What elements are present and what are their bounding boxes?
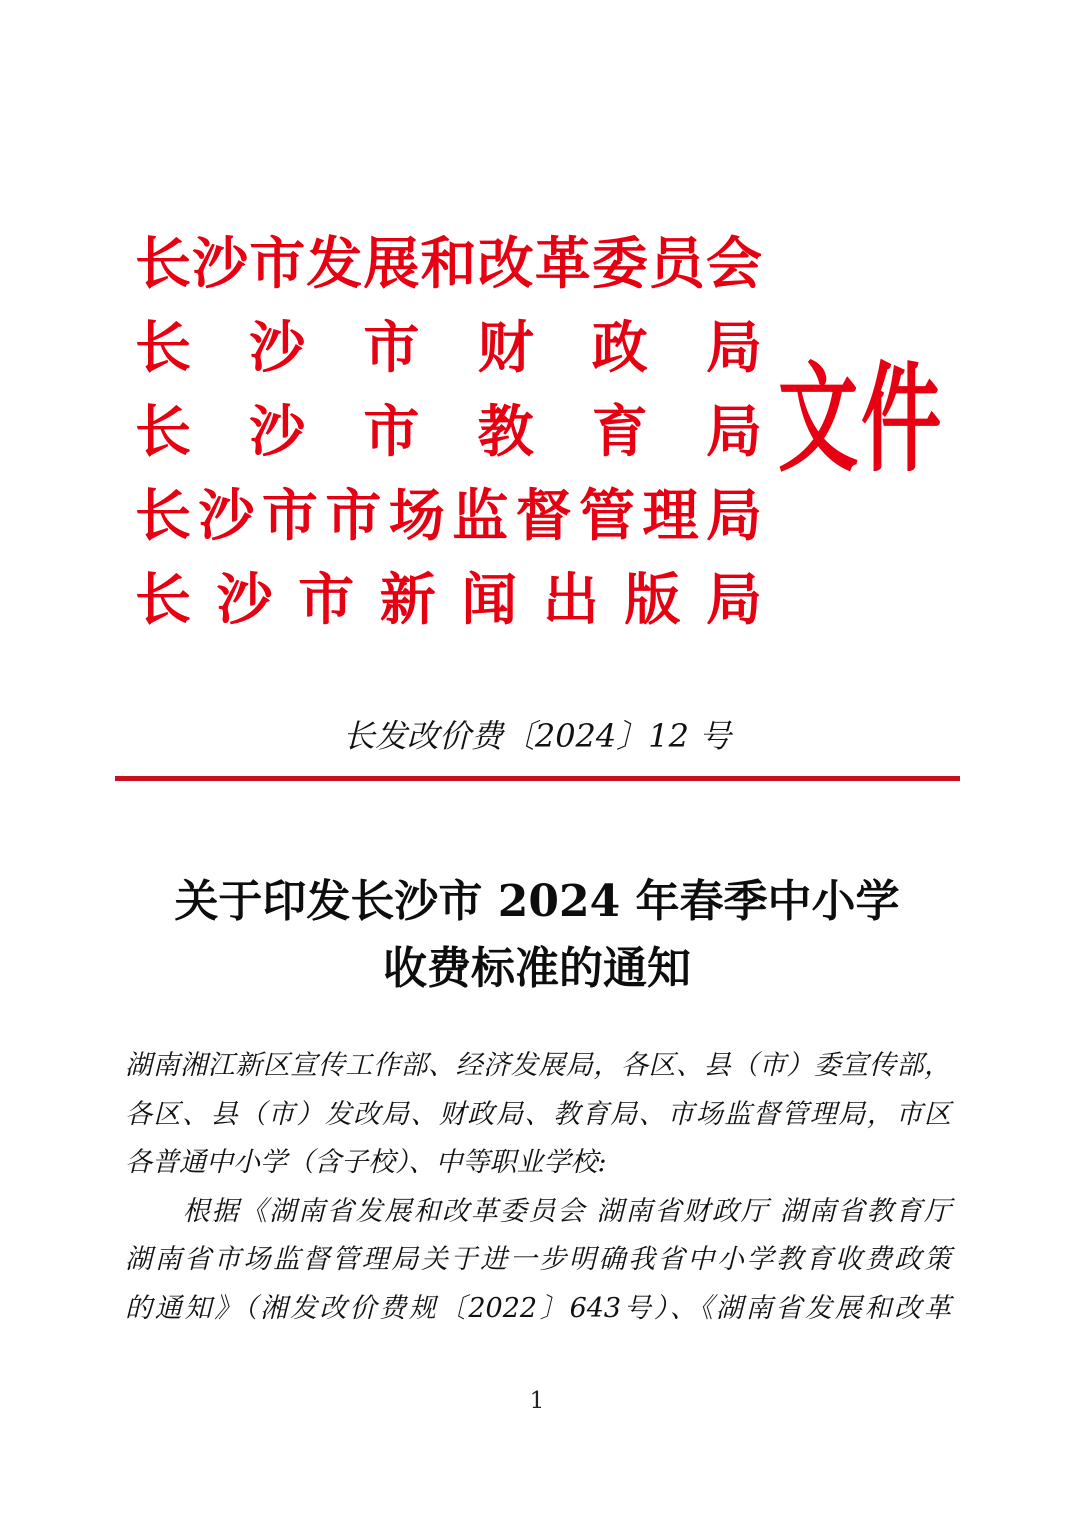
body-line-5: 湖南省市场监督管理局关于进一步明确我省中小学教育收费政策	[125, 1244, 951, 1276]
agency-line-3: 长沙市教育局	[135, 399, 762, 465]
agency-line-2: 长沙市财政局	[135, 315, 762, 381]
body-text	[125, 1042, 951, 1334]
agency-line-4: 长沙市市场监督管理局	[135, 483, 762, 549]
title-line-1: 关于印发长沙市 2024 年春季中小学	[174, 876, 900, 927]
body-line-4: 根据《湖南省发展和改革委员会 湖南省财政厅 湖南省教育厅	[125, 1195, 951, 1227]
page-number: 1	[529, 1388, 545, 1414]
agency-line-5: 长沙市新闻出版局	[135, 567, 762, 633]
document-label: 文件	[778, 349, 944, 488]
agency-line-1: 长沙市发展和改革委员会	[135, 231, 762, 297]
red-divider-rule	[115, 776, 960, 781]
body-line-3: 各普通中小学（含子校）、中等职业学校:	[125, 1147, 607, 1179]
header-agency-block	[135, 222, 762, 642]
document-number: 长发改价费〔2024〕12 号	[342, 717, 732, 755]
body-line-2: 各区、县（市）发改局、财政局、教育局、市场监督管理局，市区	[125, 1098, 951, 1130]
document-title	[0, 868, 1074, 1002]
title-line-2: 收费标准的通知	[383, 943, 691, 994]
body-line-6: 的通知》（湘发改价费规〔2022〕643号）、《湖南省发展和改革	[125, 1292, 951, 1324]
body-line-1: 湖南湘江新区宣传工作部、经济发展局，各区、县（市）委宣传部，	[125, 1050, 951, 1081]
